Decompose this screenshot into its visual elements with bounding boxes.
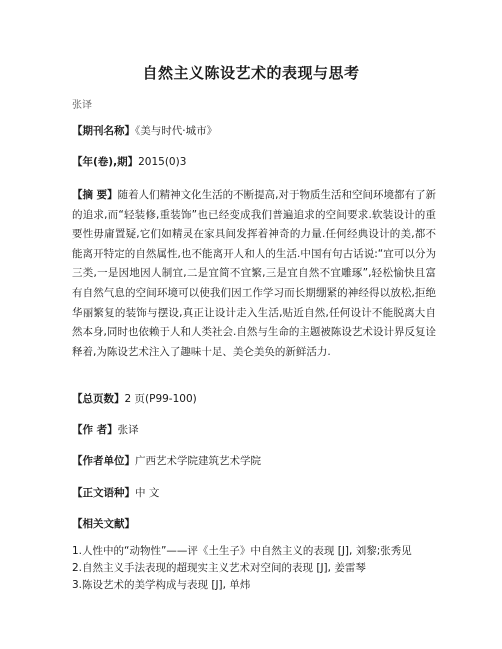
authors-value: 张译 [117,424,139,436]
pages-value: 2 页(P99-100) [124,393,197,405]
related-row [72,517,135,532]
pages-label: 【总页数】 [72,393,125,405]
affiliation-value: 广西艺术学院建筑艺术学院 [135,455,261,467]
language-value: 中 文 [135,487,160,499]
related-item: 2.自然主义手法表现的超现实主义艺术对空间的表现 [J], 姜雷琴 [72,562,366,574]
year-issue-value: 2015(0)3 [138,156,187,168]
related-list [72,543,412,594]
document-author: 张译 [72,100,92,111]
affiliation-label: 【作者单位】 [72,455,135,467]
year-issue-row [72,155,186,170]
related-label: 【相关文献】 [72,518,135,530]
authors-label: 【作 者】 [72,424,118,436]
abstract-text: 随着人们精神文化生活的不断提高,对于物质生活和空间环境都有了新的追求,而“轻装修,重装饰”也已经变成我们普遍追求的空间要求.软装设计的重要性毋庸置疑,它们如精灵在家具间发挥着神奇的力量.任何经典设计的美,都不能离开特定的自然属性,也不能离开人和人的生活.中国有句古话说:“宜可以分为三类,一是因地因人制宜,二是宜简不宜繁,三是宜自然不宜雕琢”,轻松愉快且富有自然气息的空间环境可以使我们因工作学习而长期绷紧的神经得以放松,拒绝华丽繁复的装饰与摆设,真正让设计走入生活,贴近自然,任何设计不能脱离大自然本身,同时也依赖于人和人类社会.自然与生命的主题被陈设艺术设计界反复诠释着,为陈设艺术注入了趣味十足、美仑美奂的新鲜活力. [72,189,436,358]
language-row [72,486,159,501]
related-item: 1.人性中的“动物性”——评《土生子》中自然主义的表现 [J], 刘黎;张秀见 [72,545,412,557]
affiliation-row [72,454,261,469]
authors-row [72,423,139,438]
related-item: 3.陈设艺术的美学构成与表现 [J], 单炜 [72,579,251,591]
abstract-label: 【摘 要】 [72,189,118,201]
journal-value: 《美与时代·城市》 [135,125,218,137]
document-title: 自然主义陈设艺术的表现与思考 [142,64,360,82]
pages-row [72,392,197,407]
journal-row [72,124,217,139]
year-issue-label: 【年(卷),期】 [72,156,139,168]
abstract [72,186,436,362]
journal-label: 【期刊名称】 [72,125,135,137]
language-label: 【正文语种】 [72,487,135,499]
